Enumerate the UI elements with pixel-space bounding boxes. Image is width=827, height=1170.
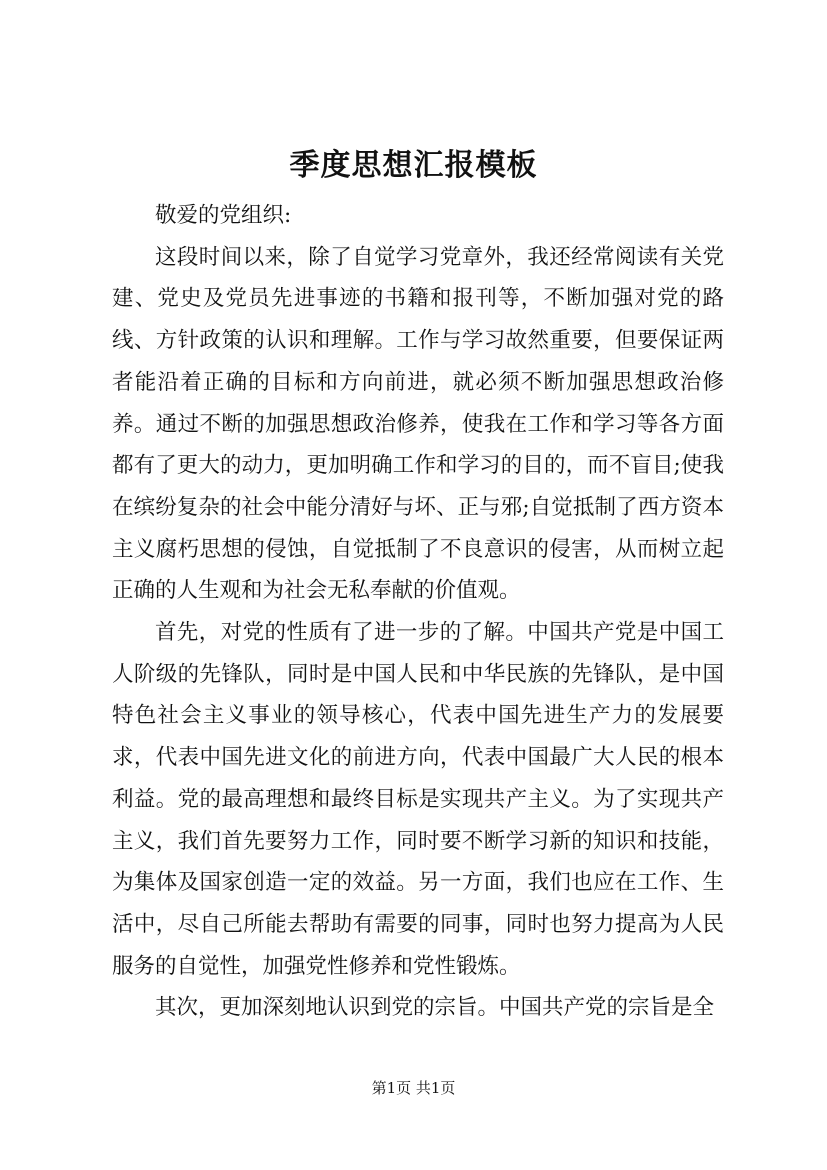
document-title: 季度思想汇报模板 (289, 148, 538, 183)
paragraph-2: 首先，对党的性质有了进一步的了解。中国共产党是中国工人阶级的先锋队，同时是中国人民和中华民族的先锋队，是中国特色社会主义事业的领导核心，代表中国先进生产力的发展要求，代表中国先进文化的前进方向，代表中国最广大人民的根本利益。党的最高理想和最终目标是实现共产主义。为了实现共产主义，我们首先要努力工作，同时要不断学习新的知识和技能，为集体及国家创造一定的效益。另一方面，我们也应在工作、生活中，尽自己所能去帮助有需要的同事，同时也努力提高为人民服务的自觉性，加强党性修养和党性锻炼。 (112, 620, 724, 979)
page-footer: 第1页 共1页 (371, 1079, 456, 1097)
salutation: 敬爱的党组织: (155, 203, 292, 228)
paragraph-3: 其次，更加深刻地认识到党的宗旨。中国共产党的宗旨是全 (155, 995, 715, 1021)
paragraph-1: 这段时间以来，除了自觉学习党章外，我还经常阅读有关党建、党史及党员先进事迹的书籍和报刊等，不断加强对党的路线、方针政策的认识和理解。工作与学习故然重要，但要保证两者能沿着正确的目标和方向前进，就必须不断加强思想政治修养。通过不断的加强思想政治修养，使我在工作和学习等各方面都有了更大的动力，更加明确工作和学习的目的，而不盲目;使我在缤纷复杂的社会中能分清好与坏、正与邪;自觉抵制了西方资本主义腐朽思想的侵蚀，自觉抵制了不良意识的侵害，从而树立起正确的人生观和为社会无私奉献的价值观。 (112, 244, 724, 604)
document-body (112, 195, 724, 1029)
